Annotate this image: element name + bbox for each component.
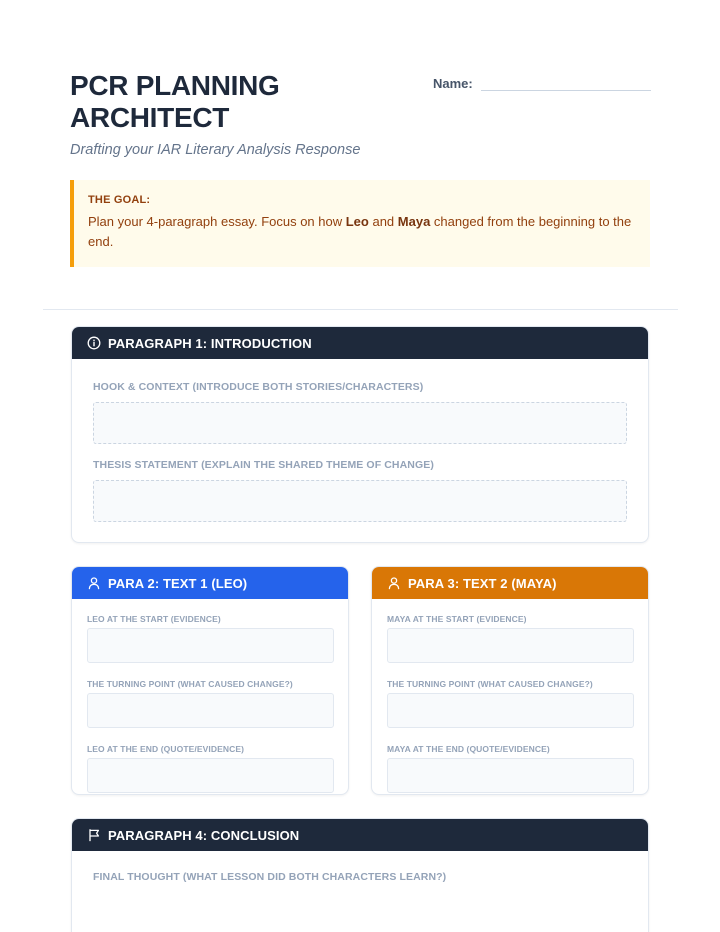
paragraph-1-card xyxy=(71,326,649,543)
worksheet-header xyxy=(70,70,650,158)
info-icon xyxy=(87,336,101,350)
paragraph-4-card xyxy=(71,818,649,932)
thesis-statement-label: THESIS STATEMENT (EXPLAIN THE SHARED THEME OF CHANGE) xyxy=(93,459,434,471)
paragraph-3-card xyxy=(371,566,649,795)
maya-turning-point-input[interactable] xyxy=(387,693,634,728)
leo-end-input[interactable] xyxy=(87,758,334,793)
paragraph-4-header xyxy=(72,819,648,851)
hook-context-label: HOOK & CONTEXT (INTRODUCE BOTH STORIES/CHARACTERS) xyxy=(93,381,424,393)
maya-start-label: MAYA AT THE START (EVIDENCE) xyxy=(387,614,527,624)
section-divider xyxy=(43,309,678,310)
goal-title: THE GOAL: xyxy=(88,194,151,206)
user-icon xyxy=(387,576,401,590)
paragraph-1-heading: PARAGRAPH 1: INTRODUCTION xyxy=(108,335,312,351)
paragraph-3-header xyxy=(372,567,648,599)
goal-text xyxy=(88,212,634,252)
paragraph-1-header xyxy=(72,327,648,359)
paragraph-2-card xyxy=(71,566,349,795)
leo-start-input[interactable] xyxy=(87,628,334,663)
thesis-statement-input[interactable] xyxy=(93,480,627,522)
final-thought-label: FINAL THOUGHT (WHAT LESSON DID BOTH CHARACTERS LEARN?) xyxy=(93,871,447,883)
leo-turning-point-input[interactable] xyxy=(87,693,334,728)
maya-end-input[interactable] xyxy=(387,758,634,793)
user-icon xyxy=(87,576,101,590)
name-field-group xyxy=(433,74,651,91)
leo-turning-point-label: THE TURNING POINT (WHAT CAUSED CHANGE?) xyxy=(87,679,293,689)
leo-start-label: LEO AT THE START (EVIDENCE) xyxy=(87,614,221,624)
leo-end-label: LEO AT THE END (QUOTE/EVIDENCE) xyxy=(87,744,245,754)
paragraph-2-header xyxy=(72,567,348,599)
goal-text-part: changed from the beginning to the end. xyxy=(88,214,632,249)
hook-context-input[interactable] xyxy=(93,402,627,444)
goal-text-part: Plan your 4-paragraph essay. Focus on how xyxy=(88,214,346,229)
goal-callout xyxy=(70,180,650,267)
maya-start-input[interactable] xyxy=(387,628,634,663)
flag-icon xyxy=(87,828,101,842)
paragraph-3-heading: PARA 3: TEXT 2 (MAYA) xyxy=(408,575,557,591)
paragraph-4-heading: PARAGRAPH 4: CONCLUSION xyxy=(108,827,300,843)
paragraph-2-heading: PARA 2: TEXT 1 (LEO) xyxy=(108,575,248,591)
page-subtitle: Drafting your IAR Literary Analysis Response xyxy=(70,142,361,158)
maya-end-label: MAYA AT THE END (QUOTE/EVIDENCE) xyxy=(387,744,550,754)
maya-turning-point-label: THE TURNING POINT (WHAT CAUSED CHANGE?) xyxy=(387,679,593,689)
goal-name-maya: Maya xyxy=(397,214,431,229)
name-label: Name: xyxy=(433,76,473,91)
goal-text-part: and xyxy=(368,214,398,229)
name-input-line[interactable] xyxy=(481,74,651,91)
page-title: PCR PLANNING ARCHITECT xyxy=(70,70,280,133)
goal-name-leo: Leo xyxy=(345,214,369,229)
